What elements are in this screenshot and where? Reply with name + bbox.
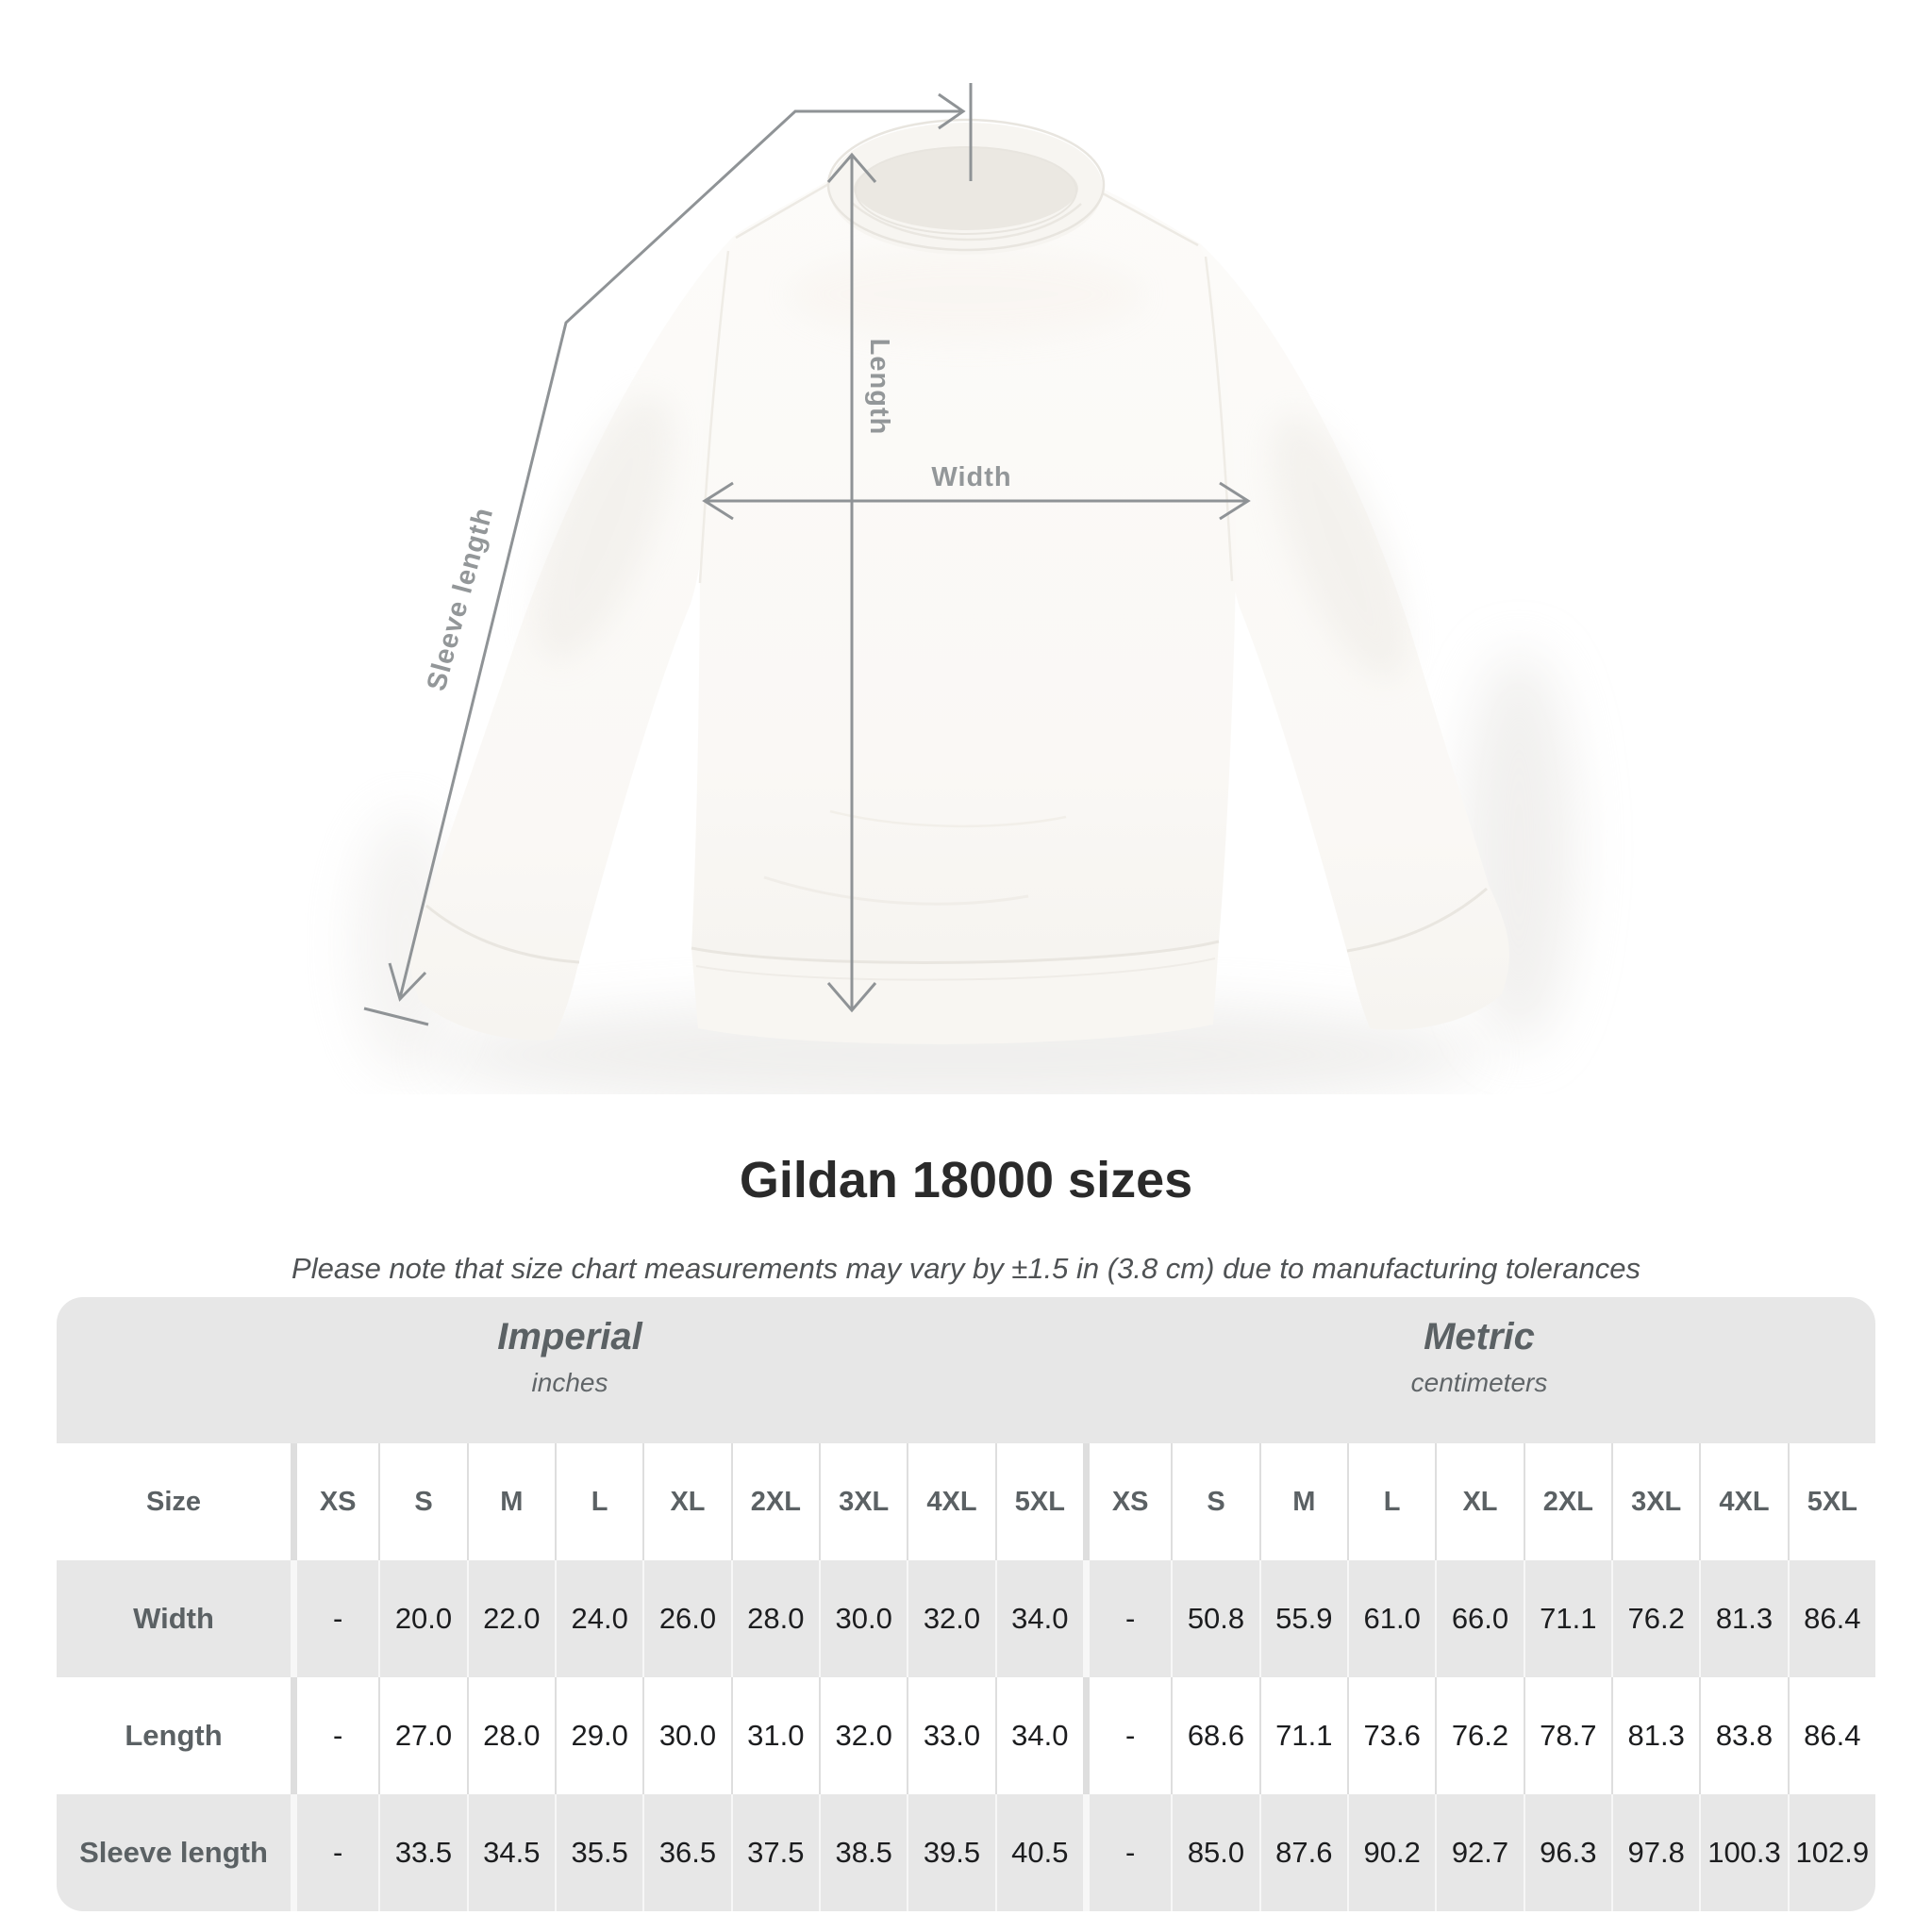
size-col-header: 3XL [819,1443,907,1560]
measurement-value: 86.4 [1788,1677,1875,1794]
measurement-value: 24.0 [555,1560,642,1677]
measurement-value: 81.3 [1699,1560,1787,1677]
size-col-header: 5XL [1788,1443,1875,1560]
size-col-header: 4XL [907,1443,994,1560]
measurement-value: 96.3 [1524,1794,1611,1911]
measurement-value: - [1083,1794,1171,1911]
measurement-value: 71.1 [1259,1677,1347,1794]
measurement-value: 36.5 [642,1794,730,1911]
length-label: Length [864,338,894,436]
size-col-header: 5XL [995,1443,1083,1560]
size-col-header: XL [642,1443,730,1560]
measurement-value: 29.0 [555,1677,642,1794]
measurement-value: 66.0 [1435,1560,1523,1677]
measurement-value: 71.1 [1524,1560,1611,1677]
measurement-value: 37.5 [731,1794,819,1911]
imperial-group-header [57,1297,1083,1398]
size-col-header: L [1347,1443,1435,1560]
measurement-value: 55.9 [1259,1560,1347,1677]
imperial-group-unit: inches [531,1368,608,1397]
size-chart-rows [57,1443,1875,1911]
size-col-header: L [555,1443,642,1560]
measurement-value: 26.0 [642,1560,730,1677]
measurement-value: - [291,1560,378,1677]
measurement-value: 81.3 [1611,1677,1699,1794]
size-col-header: XL [1435,1443,1523,1560]
size-chart-row [57,1677,1875,1794]
size-chart-row [57,1560,1875,1677]
measurement-value: 39.5 [907,1794,994,1911]
measurement-value: 97.8 [1611,1794,1699,1911]
measurement-value: 92.7 [1435,1794,1523,1911]
page-title: Gildan 18000 sizes [739,1152,1193,1208]
size-chart-row [57,1794,1875,1911]
size-col-header: M [467,1443,555,1560]
imperial-group-name: Imperial [497,1316,642,1357]
measurement-value: 61.0 [1347,1560,1435,1677]
metric-group-unit: centimeters [1410,1368,1548,1397]
measurement-value: 86.4 [1788,1560,1875,1677]
measurement-value: 76.2 [1435,1677,1523,1794]
measurement-value: 68.6 [1171,1677,1258,1794]
measurement-value: 32.0 [819,1677,907,1794]
measurement-value: 50.8 [1171,1560,1258,1677]
measurement-value: 38.5 [819,1794,907,1911]
size-col-header: S [1171,1443,1258,1560]
measurement-value: - [291,1677,378,1794]
measurement-value: 33.5 [378,1794,466,1911]
sweatshirt [410,120,1509,1044]
measurement-value: 40.5 [995,1794,1083,1911]
size-col-header: 2XL [731,1443,819,1560]
size-col-header: XS [291,1443,378,1560]
size-header-cell: Size [145,1486,202,1517]
measurement-row-label: Length [125,1719,223,1752]
measurement-value: 87.6 [1259,1794,1347,1911]
size-chart-table [57,1297,1875,1911]
measurement-value: - [1083,1560,1171,1677]
measurement-value: 73.6 [1347,1677,1435,1794]
measurement-value: 30.0 [642,1677,730,1794]
width-label: Width [931,462,1012,492]
size-col-header: M [1259,1443,1347,1560]
measurement-value: 34.0 [995,1677,1083,1794]
measurement-value: 32.0 [907,1560,994,1677]
size-col-header: 3XL [1611,1443,1699,1560]
measurement-value: 34.5 [467,1794,555,1911]
measurement-value: 22.0 [467,1560,555,1677]
measurement-value: 100.3 [1699,1794,1787,1911]
metric-group-header [1083,1297,1875,1398]
measurement-row-label: Sleeve length [79,1836,268,1869]
unit-group-header [57,1297,1875,1443]
measurement-value: 27.0 [378,1677,466,1794]
measurement-value: 90.2 [1347,1794,1435,1911]
measurement-row-label: Width [133,1602,214,1635]
measurement-value: 30.0 [819,1560,907,1677]
sleeve-length-label: Sleeve length [421,504,500,694]
measurement-value: 20.0 [378,1560,466,1677]
size-chart-row [57,1443,1875,1560]
measurement-value: 33.0 [907,1677,994,1794]
measurement-value: 83.8 [1699,1677,1787,1794]
tolerance-note: Please note that size chart measurements may vary by ±1.5 in (3.8 cm) due to manufacturing tolerances [291,1252,1641,1285]
measurement-value: 35.5 [555,1794,642,1911]
measurement-value: 76.2 [1611,1560,1699,1677]
measurement-value: 28.0 [731,1560,819,1677]
metric-group-name: Metric [1424,1316,1535,1357]
size-col-header: S [378,1443,466,1560]
size-col-header: 4XL [1699,1443,1787,1560]
measurement-value: 78.7 [1524,1677,1611,1794]
measurement-value: - [291,1794,378,1911]
size-col-header: 2XL [1524,1443,1611,1560]
measurement-value: 28.0 [467,1677,555,1794]
size-col-header: XS [1083,1443,1171,1560]
measurement-value: 34.0 [995,1560,1083,1677]
measurement-value: - [1083,1677,1171,1794]
measurement-value: 31.0 [731,1677,819,1794]
measurement-value: 102.9 [1788,1794,1875,1911]
measurement-value: 85.0 [1171,1794,1258,1911]
